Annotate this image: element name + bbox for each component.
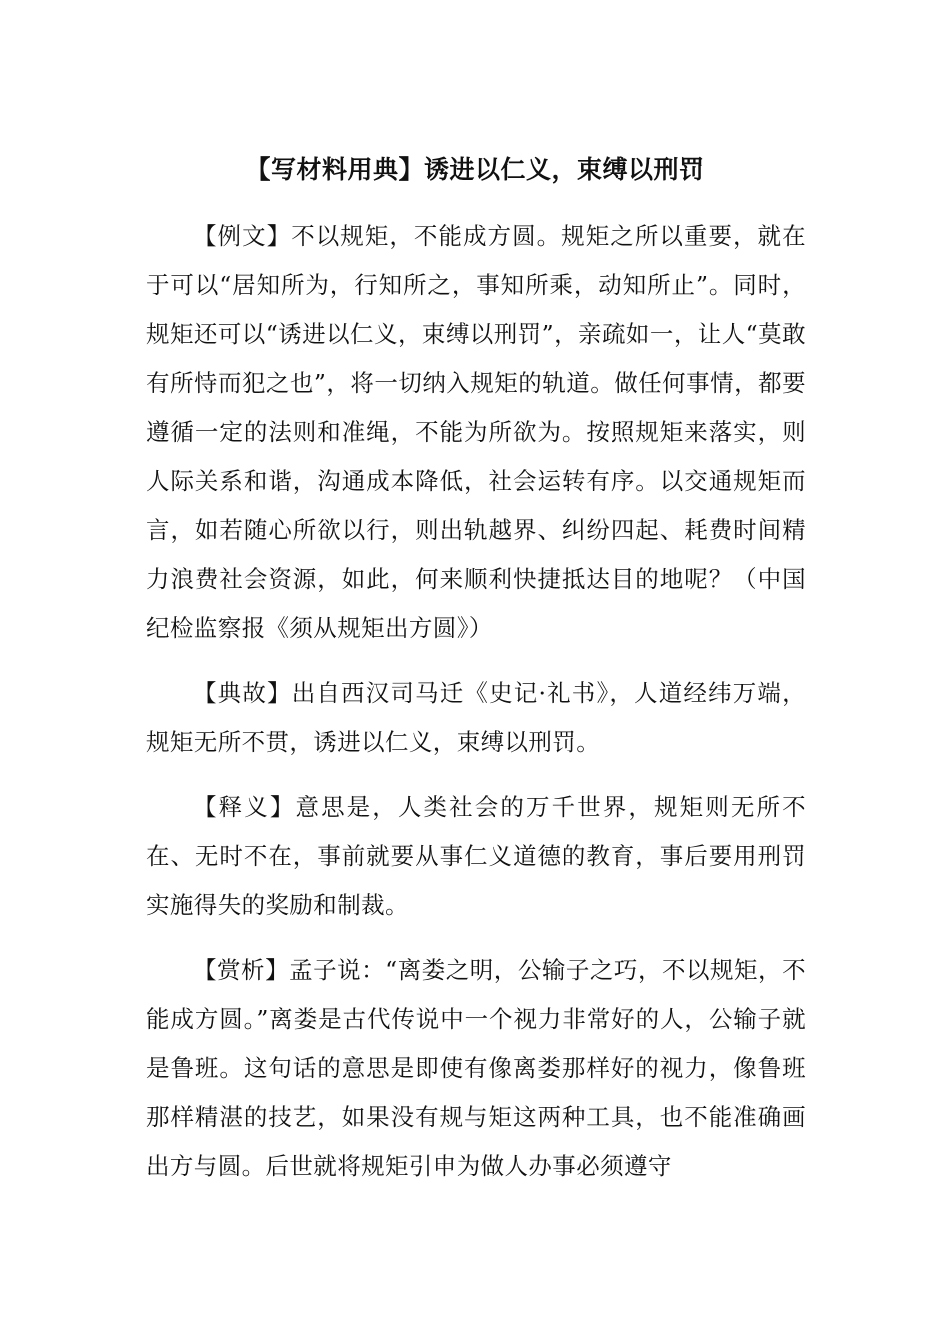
paragraph-label-allusion: 【典故】 <box>193 679 292 707</box>
paragraph-example <box>146 212 806 653</box>
paragraph-label-appreciation: 【赏析】 <box>193 956 290 984</box>
paragraph-label-meaning: 【释义】 <box>193 793 296 821</box>
paragraph-text-appreciation: 孟子说：“离娄之明，公输子之巧，不以规矩，不能成方圆。”离娄是古代传说中一个视力非常好的人，公输子就是鲁班。这句话的意思是即使有像离娄那样好的视力，像鲁班那样精湛的技艺，如果没有规与矩这两种工具，也不能准确画出方与圆。后世就将规矩引申为做人办事必须遵守 <box>146 956 806 1180</box>
paragraph-meaning <box>146 783 806 930</box>
paragraph-text-example: 不以规矩，不能成方圆。规矩之所以重要，就在于可以“居知所为，行知所之，事知所乘，动知所止”。同时，规矩还可以“诱进以仁义，束缚以刑罚”，亲疏如一，让人“莫敢有所恃而犯之也”，将一切纳入规矩的轨道。做任何事情，都要遵循一定的法则和准绳，不能为所欲为。按照规矩来落实，则人际关系和谐，沟通成本降低，社会运转有序。以交通规矩而言，如若随心所欲以行，则出轨越界、纠纷四起、耗费时间精力浪费社会资源，如此，何来顺利快捷抵达目的地呢？（中国纪检监察报《须从规矩出方圆》） <box>146 222 806 642</box>
document-body <box>146 212 806 1207</box>
document-title: 【写材料用典】诱进以仁义，束缚以刑罚 <box>245 155 705 184</box>
paragraph-text-allusion: 出自西汉司马迁《史记·礼书》，人道经纬万端，规矩无所不贯，诱进以仁义，束缚以刑罚。 <box>146 679 806 756</box>
paragraph-appreciation <box>146 946 806 1191</box>
paragraph-text-meaning: 意思是，人类社会的万千世界，规矩则无所不在、无时不在，事前就要从事仁义道德的教育，事后要用刑罚实施得失的奖励和制裁。 <box>146 793 806 919</box>
paragraph-label-example: 【例文】 <box>193 222 292 250</box>
paragraph-allusion <box>146 669 806 767</box>
